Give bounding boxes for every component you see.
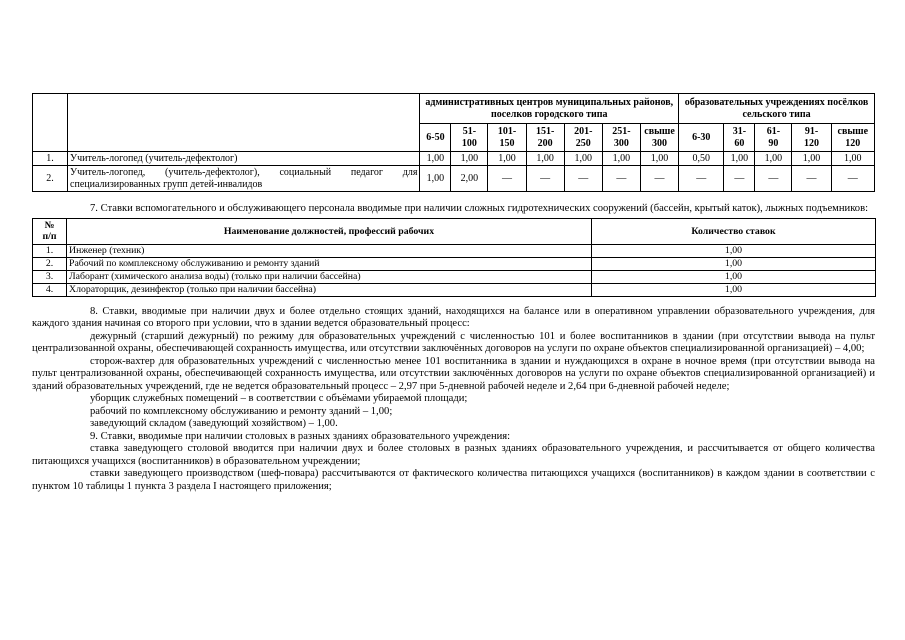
document-page bbox=[32, 93, 875, 493]
rate-value: 1,00 bbox=[488, 152, 526, 166]
size-range-header: свыше 300 bbox=[640, 124, 678, 152]
rate-value: — bbox=[488, 166, 526, 192]
rate-value: 1,00 bbox=[526, 152, 564, 166]
position-name: Учитель-логопед (учитель-дефектолог) bbox=[68, 152, 420, 166]
rate-value: 1,00 bbox=[724, 152, 755, 166]
size-range-header: 101- 150 bbox=[488, 124, 526, 152]
rate-value: — bbox=[724, 166, 755, 192]
size-range-header: 151- 200 bbox=[526, 124, 564, 152]
rate-value: 1,00 bbox=[564, 152, 602, 166]
row-number: 2. bbox=[33, 166, 68, 192]
rate-value: 1,00 bbox=[451, 152, 488, 166]
row-number: 1. bbox=[33, 244, 67, 257]
rate-value: — bbox=[679, 166, 724, 192]
size-range-header: 61- 90 bbox=[755, 124, 792, 152]
col-header-count: Количество ставок bbox=[592, 218, 876, 244]
rate-value: — bbox=[602, 166, 640, 192]
rate-value: 1,00 bbox=[640, 152, 678, 166]
position-name: Инженер (техник) bbox=[67, 244, 592, 257]
paragraph: дежурный (старший дежурный) по режиму для образовательных учреждений с численностью 101 и более воспитанников в здании (при отсутствии вывода на пульт централизованной охраны, обеспечивающей сохранность имущества, или отсутствии заключённых договоров на услуги по охране объектов специализированной организацией) – 4,00; bbox=[32, 330, 875, 354]
size-range-header: 6-30 bbox=[679, 124, 724, 152]
rate-value: 1,00 bbox=[420, 166, 451, 192]
rate-count: 1,00 bbox=[592, 257, 876, 270]
header-empty-num bbox=[33, 94, 68, 152]
col-header-position: Наименование должностей, профессий рабочих bbox=[67, 218, 592, 244]
table-row bbox=[33, 244, 876, 257]
size-range-header: 201- 250 bbox=[564, 124, 602, 152]
paragraph: ставка заведующего столовой вводится при наличии двух и более столовых в разных зданиях образовательного учреждения, и рассчитывается от общего количества питающихся учащихся (воспитанников) в образовательном учреждении; bbox=[32, 443, 875, 467]
rate-value: 1,00 bbox=[792, 152, 831, 166]
row-number: 3. bbox=[33, 270, 67, 283]
size-range-header: свыше 120 bbox=[831, 124, 874, 152]
position-name: Рабочий по комплексному обслуживанию и ремонту зданий bbox=[67, 257, 592, 270]
position-name: Хлораторщик, дезинфектор (только при наличии бассейна) bbox=[67, 283, 592, 296]
row-number: 4. bbox=[33, 283, 67, 296]
rate-value: 1,00 bbox=[602, 152, 640, 166]
table-row bbox=[33, 152, 875, 166]
paragraph-7: 7. Ставки вспомогательного и обслуживающего персонала вводимые при наличии сложных гидротехнических сооружений (бассейн, крытый каток), лыжных подъемников: bbox=[90, 203, 869, 214]
header-empty-name bbox=[68, 94, 420, 152]
table-row bbox=[33, 257, 876, 270]
position-name: Лаборант (химического анализа воды) (только при наличии бассейна) bbox=[67, 270, 592, 283]
rate-value: — bbox=[755, 166, 792, 192]
paragraph: 9. Ставки, вводимые при наличии столовых в разных зданиях образовательного учреждения: bbox=[90, 430, 511, 442]
table-row bbox=[33, 166, 875, 192]
rate-count: 1,00 bbox=[592, 270, 876, 283]
paragraph: рабочий по комплексному обслуживанию и ремонту зданий – 1,00; bbox=[90, 405, 393, 417]
paragraph: ставки заведующего производством (шеф-повара) рассчитываются от фактического количества питающихся учащихся (воспитанников) в каждом здании в соответствии с пунктом 10 таблицы 1 пункта 3 раздела I настоящего приложения; bbox=[32, 468, 875, 492]
rate-value: — bbox=[831, 166, 874, 192]
rate-value: — bbox=[640, 166, 678, 192]
staff-rates-table bbox=[32, 93, 875, 192]
table-row bbox=[33, 283, 876, 296]
table-row bbox=[33, 270, 876, 283]
size-range-header: 251- 300 bbox=[602, 124, 640, 152]
rate-value: 2,00 bbox=[451, 166, 488, 192]
rate-value: — bbox=[526, 166, 564, 192]
size-range-header: 31- 60 bbox=[724, 124, 755, 152]
rate-value: 0,50 bbox=[679, 152, 724, 166]
size-range-header: 51- 100 bbox=[451, 124, 488, 152]
rate-value: 1,00 bbox=[420, 152, 451, 166]
rate-count: 1,00 bbox=[592, 244, 876, 257]
rate-value: 1,00 bbox=[755, 152, 792, 166]
paragraph: заведующий складом (заведующий хозяйством) – 1,00. bbox=[90, 418, 338, 429]
col-header-number: № п/п bbox=[33, 218, 67, 244]
paragraph: 8. Ставки, вводимые при наличии двух и более отдельно стоящих зданий, находящихся на балансе или в оперативном управлении образовательного учреждения, для каждого здания начиная со второго при условии, что в здании ведется образовательный процесс: bbox=[32, 305, 875, 329]
row-number: 2. bbox=[33, 257, 67, 270]
size-range-header: 91- 120 bbox=[792, 124, 831, 152]
paragraph: сторож-вахтер для образовательных учреждений с численностью менее 101 воспитанника в здании и нуждающихся в охране в ночное время (при отсутствии вывода на пульт централизованной охраны, обеспечивающей сохранность имущества, или отсутствии заключённых договоров на услуги по охране объектов специализированной организацией) и зданий образовательных учреждений, где не ведется образовательный процесс – 2,97 при 5-дневной рабочей неделе и 2,64 при 6-дневной рабочей неделе; bbox=[32, 355, 875, 392]
rate-value: 1,00 bbox=[831, 152, 874, 166]
group-header-rural-settlements: образовательных учреждениях посёлков сельского типа bbox=[679, 94, 875, 124]
paragraph: уборщик служебных помещений – в соответствии с объёмами убираемой площади; bbox=[90, 393, 468, 404]
row-number: 1. bbox=[33, 152, 68, 166]
rate-value: — bbox=[792, 166, 831, 192]
size-range-header: 6-50 bbox=[420, 124, 451, 152]
position-name: Учитель-логопед, (учитель-дефектолог), социальный педагог для специализированных групп детей-инвалидов bbox=[68, 166, 420, 192]
rate-count: 1,00 bbox=[592, 283, 876, 296]
rate-value: — bbox=[564, 166, 602, 192]
auxiliary-staff-table bbox=[32, 218, 876, 297]
body-text bbox=[32, 306, 875, 494]
group-header-district-centers: административных центров муниципальных районов, поселков городского типа bbox=[420, 94, 679, 124]
